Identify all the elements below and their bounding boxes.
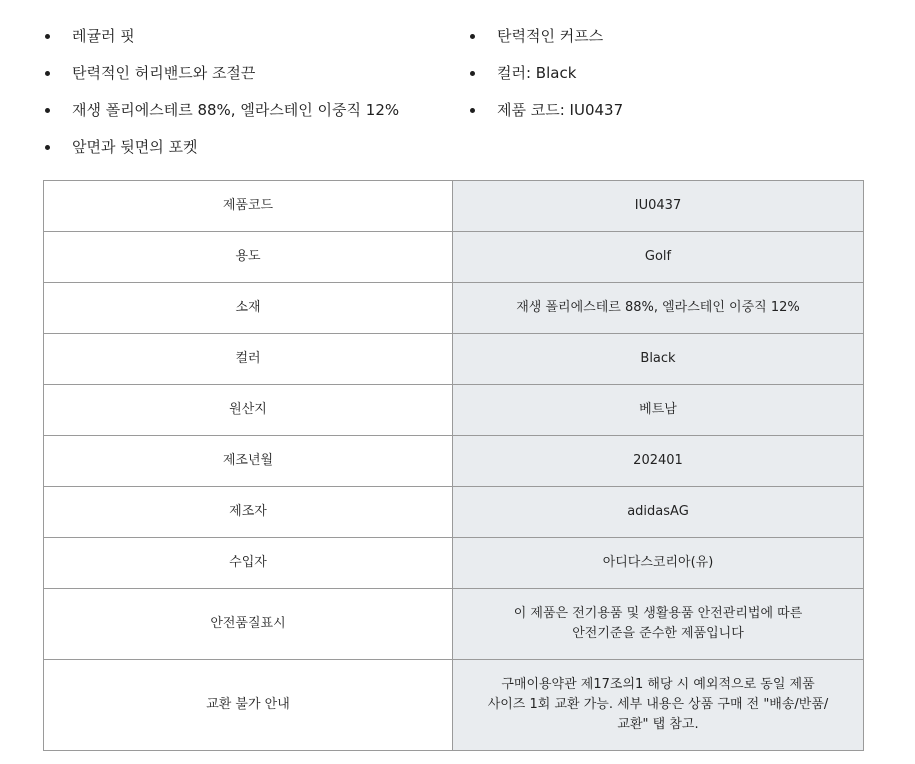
spec-label: 제품코드 <box>44 181 453 232</box>
spec-label: 제조년월 <box>44 436 453 487</box>
table-row <box>44 487 864 538</box>
bullet-icon <box>45 145 50 150</box>
feature-item <box>42 55 399 92</box>
spec-value: adidasAG <box>453 487 864 538</box>
bullet-icon <box>470 34 475 39</box>
table-row <box>44 232 864 283</box>
feature-list-left <box>42 18 399 166</box>
spec-value: 베트남 <box>453 385 864 436</box>
table-row <box>44 589 864 660</box>
feature-item <box>42 92 399 129</box>
table-row <box>44 385 864 436</box>
spec-label: 용도 <box>44 232 453 283</box>
spec-value: 재생 폴리에스테르 88%, 엘라스테인 이중직 12% <box>453 283 864 334</box>
spec-label: 소재 <box>44 283 453 334</box>
table-row <box>44 181 864 232</box>
table-row <box>44 538 864 589</box>
spec-label: 제조자 <box>44 487 453 538</box>
spec-value: IU0437 <box>453 181 864 232</box>
spec-value: 아디다스코리아(유) <box>453 538 864 589</box>
spec-table <box>43 180 864 751</box>
feature-text: 레귤러 핏 <box>72 27 135 45</box>
table-row <box>44 436 864 487</box>
feature-item <box>42 18 399 55</box>
bullet-icon <box>470 71 475 76</box>
bullet-icon <box>470 108 475 113</box>
spec-value: Black <box>453 334 864 385</box>
feature-list <box>0 18 915 168</box>
bullet-icon <box>45 71 50 76</box>
feature-text: 제품 코드: IU0437 <box>497 101 624 119</box>
spec-label: 수입자 <box>44 538 453 589</box>
feature-item <box>467 18 623 55</box>
table-row <box>44 660 864 751</box>
bullet-icon <box>45 108 50 113</box>
feature-item <box>467 55 623 92</box>
spec-value: 구매이용약관 제17조의1 해당 시 예외적으로 동일 제품 사이즈 1회 교환 가능. 세부 내용은 상품 구매 전 "배송/반품/ 교환" 탭 참고. <box>453 660 864 751</box>
spec-label: 교환 불가 안내 <box>44 660 453 751</box>
spec-label: 컬러 <box>44 334 453 385</box>
spec-label: 안전품질표시 <box>44 589 453 660</box>
feature-text: 재생 폴리에스테르 88%, 엘라스테인 이중직 12% <box>72 101 400 119</box>
feature-item <box>42 129 399 166</box>
feature-text: 앞면과 뒷면의 포켓 <box>72 138 198 156</box>
feature-item <box>467 92 623 129</box>
feature-text: 탄력적인 커프스 <box>497 27 604 45</box>
spec-value: Golf <box>453 232 864 283</box>
table-row <box>44 283 864 334</box>
spec-value: 202401 <box>453 436 864 487</box>
table-row <box>44 334 864 385</box>
spec-value: 이 제품은 전기용품 및 생활용품 안전관리법에 따른 안전기준을 준수한 제품입니다 <box>453 589 864 660</box>
feature-text: 탄력적인 허리밴드와 조절끈 <box>72 64 256 82</box>
feature-text: 컬러: Black <box>497 64 577 82</box>
bullet-icon <box>45 34 50 39</box>
feature-list-right <box>467 18 623 129</box>
spec-label: 원산지 <box>44 385 453 436</box>
